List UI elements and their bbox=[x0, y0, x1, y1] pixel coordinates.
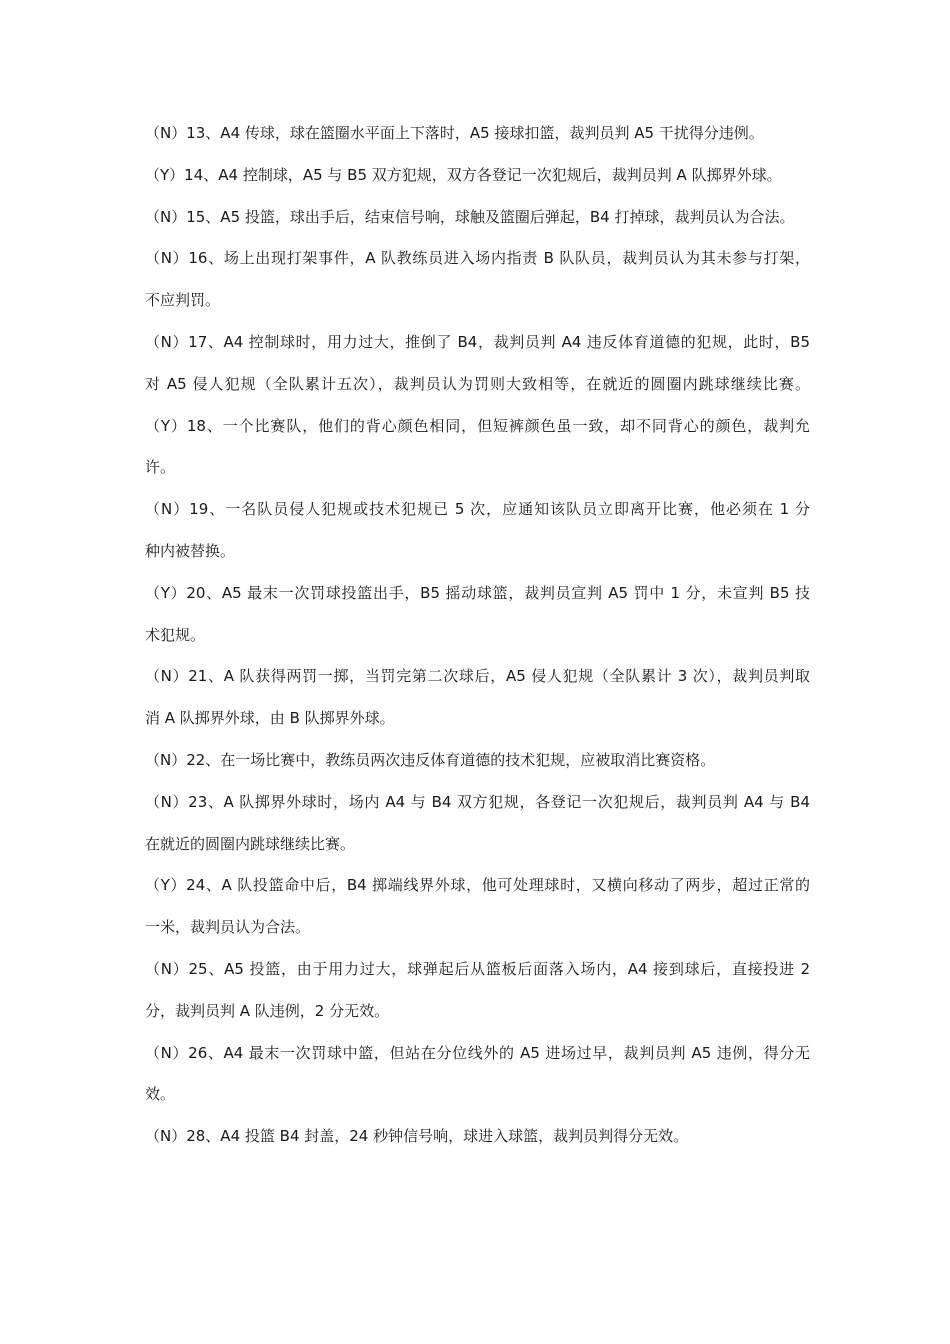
text-line: （Y）18、一个比赛队，他们的背心颜色相同，但短裤颜色虽一致，却不同背心的颜色，裁判允 bbox=[145, 416, 810, 435]
text-line: （N）22、在一场比赛中，教练员两次违反体育道德的技术犯规，应被取消比赛资格。 bbox=[145, 750, 716, 769]
text-line: （Y）24、A 队投篮命中后，B4 掷端线界外球，他可处理球时，又横向移动了两步，超过正常的 bbox=[145, 876, 810, 895]
text-line: 一米，裁判员认为合法。 bbox=[145, 918, 311, 937]
text-line: （N）23、A 队掷界外球时，场内 A4 与 B4 双方犯规，各登记一次犯规后，裁判员判 A4 与 B4 bbox=[145, 792, 810, 811]
text-line: （N）26、A4 最末一次罚球中篮，但站在分位线外的 A5 进场过早，裁判员判 A5 违例，得分无 bbox=[145, 1043, 810, 1062]
text-line: 分，裁判员判 A 队违例，2 分无效。 bbox=[145, 1001, 390, 1020]
text-line: （N）25、A5 投篮，由于用力过大，球弹起后从篮板后面落入场内，A4 接到球后，直接投进 2 bbox=[145, 959, 810, 978]
text-line: （N）17、A4 控制球时，用力过大，推倒了 B4，裁判员判 A4 违反体育道德的犯规，此时，B5 bbox=[145, 332, 810, 351]
text-line: 种内被替换。 bbox=[145, 541, 236, 560]
text-line: （N）13、A4 传球，球在篮圈水平面上下落时，A5 接球扣篮，裁判员判 A5 干扰得分违例。 bbox=[145, 124, 764, 142]
text-line: 不应判罚。 bbox=[145, 291, 221, 310]
text-line: （Y）14、A4 控制球，A5 与 B5 双方犯规，双方各登记一次犯规后，裁判员判 A 队掷界外球。 bbox=[145, 165, 782, 184]
text-line: 消 A 队掷界外球，由 B 队掷界外球。 bbox=[145, 709, 395, 728]
text-line: （N）16、场上出现打架事件，A 队教练员进入场内指责 B 队队员，裁判员认为其未参与打架， bbox=[145, 249, 810, 268]
text-line: 术犯规。 bbox=[145, 625, 206, 644]
text-line: （N）21、A 队获得两罚一掷，当罚完第二次球后，A5 侵人犯规（全队累计 3 次），裁判员判取 bbox=[145, 667, 810, 686]
text-line: （N）15、A5 投篮，球出手后，结束信号响，球触及篮圈后弹起，B4 打掉球，裁判员认为合法。 bbox=[145, 207, 795, 226]
text-line: （Y）20、A5 最末一次罚球投篮出手，B5 摇动球篮，裁判员宣判 A5 罚中 1 分，未宣判 B5 技 bbox=[145, 583, 810, 602]
document-body bbox=[145, 123, 810, 1168]
text-line: 在就近的圆圈内跳球继续比赛。 bbox=[145, 834, 356, 853]
text-line: （N）28、A4 投篮 B4 封盖，24 秒钟信号响，球进入球篮，裁判员判得分无效。 bbox=[145, 1127, 689, 1146]
text-line: 对 A5 侵人犯规（全队累计五次），裁判员认为罚则大致相等，在就近的圆圈内跳球继续比赛。 bbox=[145, 374, 810, 393]
text-line: 许。 bbox=[145, 458, 176, 477]
text-line: 效。 bbox=[145, 1085, 176, 1104]
text-line: （N）19、一名队员侵人犯规或技术犯规已 5 次，应通知该队员立即离开比赛，他必须在 1 分 bbox=[145, 500, 810, 519]
